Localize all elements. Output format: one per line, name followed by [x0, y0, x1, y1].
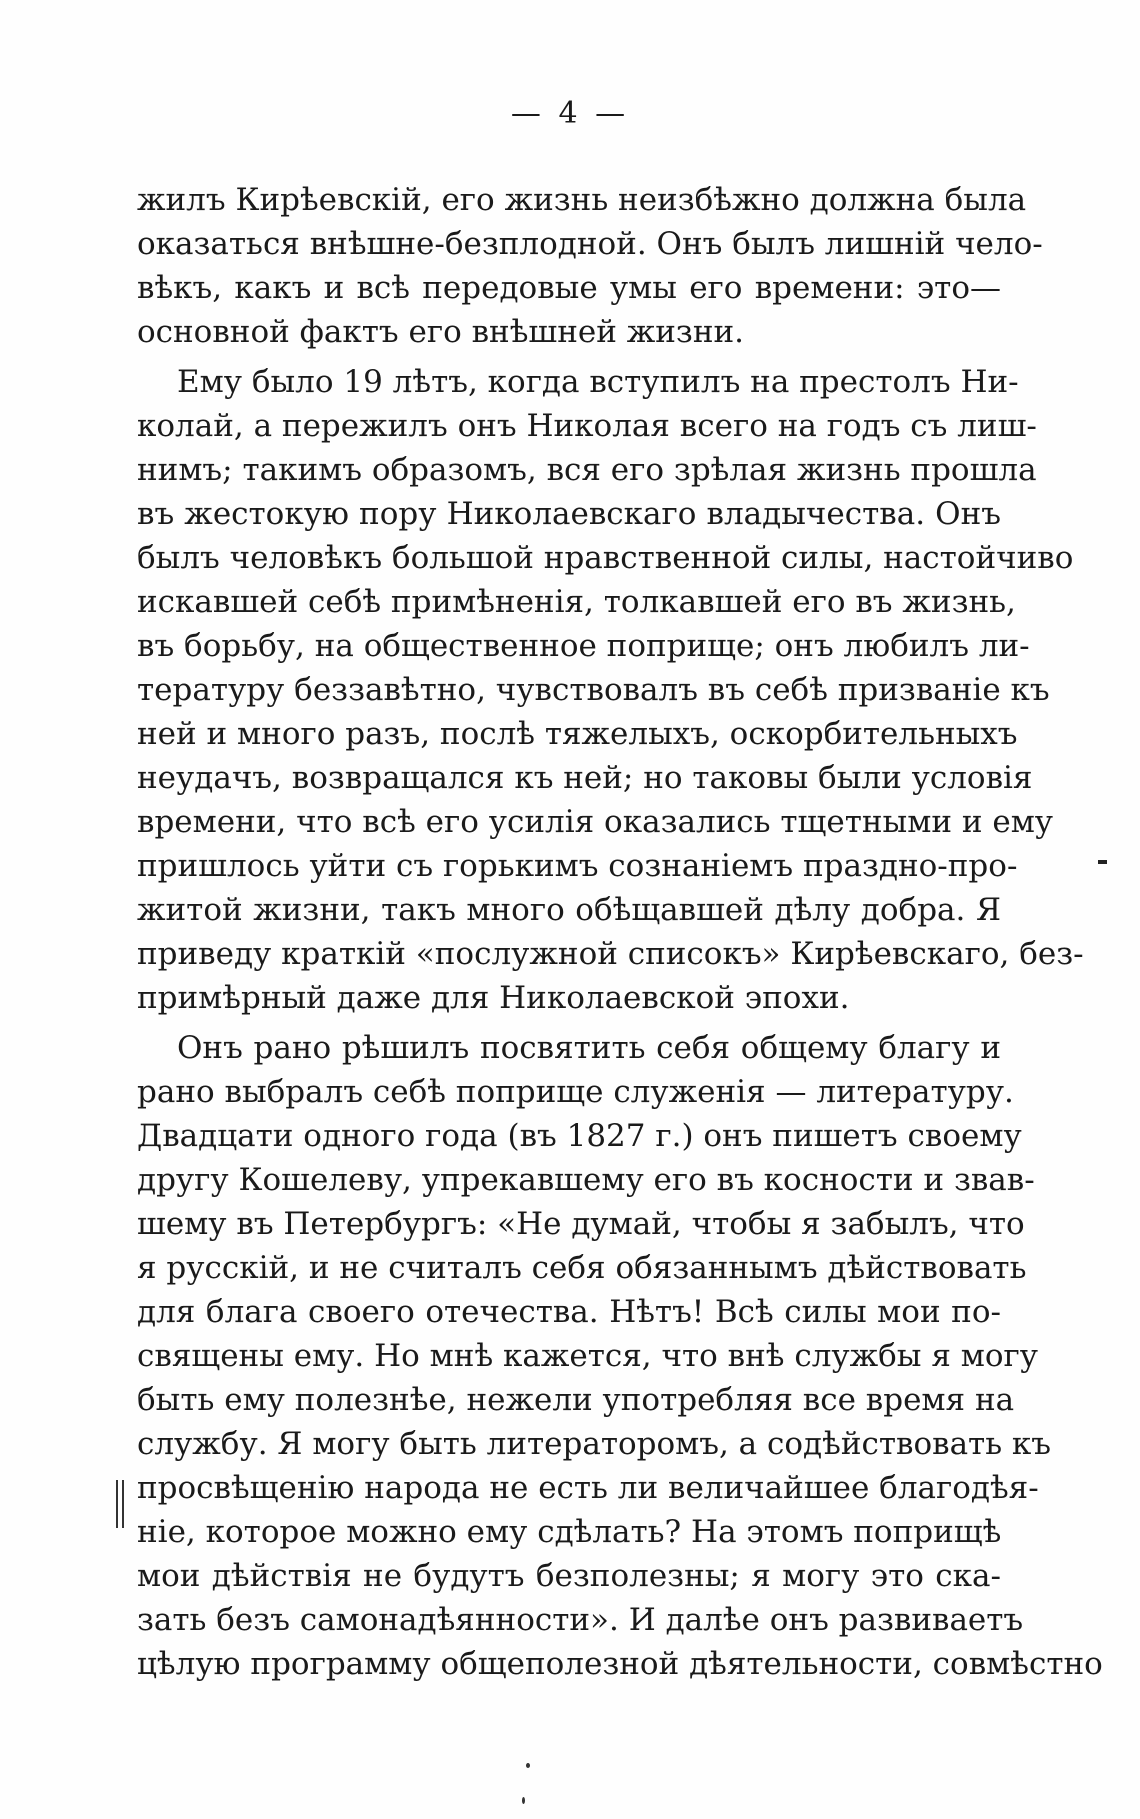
text-line: Онъ рано рѣшилъ посвятить себя общему благу и	[177, 1030, 1001, 1066]
scan-speck	[526, 1763, 530, 1768]
text-line: основной фактъ его внѣшней жизни.	[137, 314, 745, 350]
text-line: шему въ Петербургъ: «Не думай, чтобы я забылъ, что	[137, 1206, 1025, 1242]
text-line: въ жестокую пору Николаевскаго владычества. Онъ	[137, 496, 1001, 532]
text-line: искавшей себѣ примѣненія, толкавшей его въ жизнь,	[137, 584, 1016, 620]
margin-dash-mark	[1098, 860, 1107, 864]
text-line: тературу беззавѣтно, чувствовалъ въ себѣ призваніе къ	[137, 672, 1050, 708]
text-line: жилъ Кирѣевскій, его жизнь неизбѣжно должна была	[137, 182, 1027, 218]
text-line: пришлось уйти съ горькимъ сознаніемъ праздно-про-	[137, 848, 1018, 884]
text-line: былъ человѣкъ большой нравственной силы, настойчиво	[137, 540, 1074, 576]
body-text	[137, 178, 1103, 1686]
text-line: для блага своего отечества. Нѣтъ! Всѣ силы мои по-	[137, 1294, 1001, 1330]
text-line: неудачъ, возвращался къ ней; но таковы были условія	[137, 760, 1033, 796]
text-line: нимъ; такимъ образомъ, вся его зрѣлая жизнь прошла	[137, 452, 1037, 488]
margin-bracket-mark	[114, 1480, 128, 1528]
text-line: житой жизни, такъ много обѣщавшей дѣлу добра. Я	[137, 892, 1001, 928]
text-line: оказаться внѣшне-безплодной. Онъ былъ лишній чело-	[137, 226, 1043, 262]
text-line: цѣлую программу общеполезной дѣятельности, совмѣстно	[137, 1646, 1103, 1682]
text-line: я русскій, и не считалъ себя обязаннымъ дѣйствовать	[137, 1250, 1027, 1286]
text-line: другу Кошелеву, упрекавшему его въ косности и звав-	[137, 1162, 1035, 1198]
text-line: священы ему. Но мнѣ кажется, что внѣ службы я могу	[137, 1338, 1038, 1374]
text-line: мои дѣйствія не будутъ безполезны; я могу это ска-	[137, 1558, 1001, 1594]
text-line: ніе, которое можно ему сдѣлать? На этомъ поприщѣ	[137, 1514, 1002, 1550]
text-line: рано выбралъ себѣ поприще служенія — литературу.	[137, 1074, 1014, 1110]
text-line: Ему было 19 лѣтъ, когда вступилъ на престолъ Ни-	[177, 364, 1019, 400]
text-line: ней и много разъ, послѣ тяжелыхъ, оскорбительныхъ	[137, 716, 1018, 752]
text-line: просвѣщенію народа не есть ли величайшее благодѣя-	[137, 1470, 1039, 1506]
text-line: въ борьбу, на общественное поприще; онъ любилъ ли-	[137, 628, 1030, 664]
text-line: быть ему полезнѣе, нежели употребляя все время на	[137, 1382, 1015, 1418]
text-line: вѣкъ, какъ и всѣ передовые умы его времени: это—	[137, 270, 1001, 306]
scan-speck	[522, 1797, 525, 1804]
text-line: Двадцати одного года (въ 1827 г.) онъ пишетъ своему	[137, 1118, 1022, 1154]
text-line: службу. Я могу быть литераторомъ, а содѣйствовать къ	[137, 1426, 1052, 1462]
text-line: примѣрный даже для Николаевской эпохи.	[137, 980, 850, 1016]
text-line: зать безъ самонадѣянности». И далѣе онъ развиваетъ	[137, 1602, 1024, 1638]
text-line: времени, что всѣ его усилія оказались тщетными и ему	[137, 804, 1054, 840]
page-number: — 4 —	[510, 96, 630, 131]
text-line: колай, а пережилъ онъ Николая всего на годъ съ лиш-	[137, 408, 1037, 444]
text-line: приведу краткій «послужной списокъ» Кирѣевскаго, без-	[137, 936, 1084, 972]
